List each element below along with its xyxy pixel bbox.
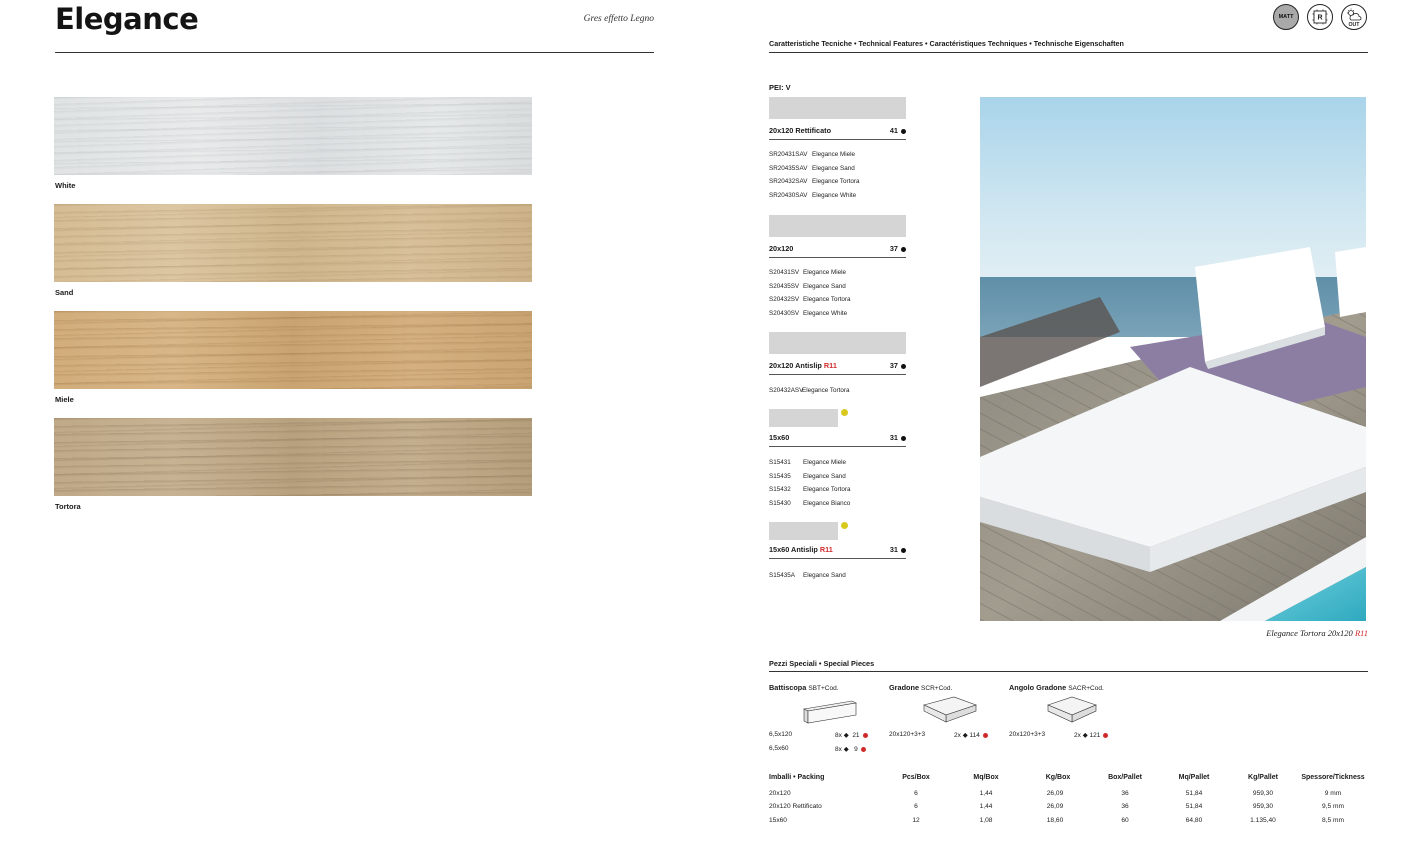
product-code: SR20435SAV <box>769 164 808 172</box>
list-item <box>769 189 860 203</box>
table-cell: 36 <box>1121 803 1129 810</box>
indicator-dot-icon <box>841 522 848 529</box>
table-cell: 1,44 <box>979 790 993 797</box>
cloud-sun-icon <box>1343 6 1365 28</box>
thickness-number: 31 <box>889 545 898 554</box>
special-number: 114 <box>969 732 980 739</box>
list-item <box>769 384 850 398</box>
diamond-icon: ◆ <box>1082 732 1088 739</box>
swatch-label-tortora: Tortora <box>55 502 81 511</box>
product-code: S15435A <box>769 572 795 579</box>
special-size: 6,5x60 <box>769 745 789 752</box>
product-code: S20431SV <box>769 269 800 276</box>
special-qty <box>835 731 868 739</box>
special-item-code: SBT+Cod. <box>808 685 839 692</box>
code-list <box>769 266 851 321</box>
special-item-title <box>1009 683 1104 692</box>
swatch-sand <box>54 204 532 282</box>
packing-header: Imballi • Packing <box>769 774 825 781</box>
red-dot-icon <box>863 733 868 738</box>
product-name: Elegance Sand <box>812 164 855 172</box>
indicator-dot-icon <box>841 409 848 416</box>
caption-antislip: R11 <box>1354 628 1368 638</box>
special-item-title <box>889 683 952 692</box>
table-cell: 60 <box>1121 817 1129 824</box>
rectified-badge-icon <box>1307 4 1333 30</box>
product-code: S15431 <box>769 459 791 466</box>
thickness-number: 31 <box>889 433 898 442</box>
matt-badge-text: MATT <box>1278 14 1294 20</box>
table-cell: 959,30 <box>1252 790 1274 797</box>
rectified-square-icon <box>1311 8 1329 26</box>
product-name: Elegance Bianco <box>803 500 851 508</box>
product-code: SR20430SAV <box>769 192 808 200</box>
product-name: Elegance Tortora <box>802 387 850 394</box>
page-title: Elegance <box>55 2 199 36</box>
page-subtitle: Gres effetto Legno <box>583 14 654 24</box>
list-item <box>769 162 860 176</box>
code-list <box>769 148 860 203</box>
list-item <box>769 307 851 321</box>
red-dot-icon <box>1103 733 1108 738</box>
format-color-bar <box>769 409 838 427</box>
product-code: S20430SV <box>769 310 800 318</box>
special-number: 121 <box>1089 732 1101 739</box>
column-header: Box/Pallet <box>1108 774 1142 781</box>
skirting-piece-icon <box>800 697 860 725</box>
product-code: S15435 <box>769 472 791 480</box>
thickness-number: 37 <box>889 244 898 253</box>
dot-icon <box>901 364 906 369</box>
product-name: Elegance Tortora <box>803 486 851 494</box>
table-cell: 1.135,40 <box>1250 817 1276 824</box>
code-list <box>769 384 850 398</box>
divider <box>769 52 1368 53</box>
divider <box>55 52 654 53</box>
table-cell: 26,09 <box>1046 803 1064 810</box>
qty-value: 2x <box>954 732 961 739</box>
dot-icon <box>901 548 906 553</box>
product-name: Elegance Sand <box>803 282 846 290</box>
special-item-code: SACR+Cod. <box>1068 685 1104 692</box>
format-row <box>769 244 906 253</box>
swatch-label-miele: Miele <box>55 395 74 404</box>
diamond-icon: ◆ <box>843 746 849 753</box>
special-size: 6,5x120 <box>769 731 793 738</box>
special-qty <box>1074 731 1108 739</box>
special-size: 20x120+3+3 <box>1009 731 1046 738</box>
format-row <box>769 545 906 554</box>
rectified-badge-text: R <box>1317 14 1323 22</box>
dot-icon <box>901 247 906 252</box>
diamond-icon: ◆ <box>962 732 968 739</box>
diamond-icon: ◆ <box>843 732 849 739</box>
qty-value: 2x <box>1074 732 1081 739</box>
swatch-label-sand: Sand <box>55 288 74 297</box>
swatch-white <box>54 97 532 175</box>
format-text: 15x60 Antislip <box>769 545 818 554</box>
special-item-name: Battiscopa <box>769 683 807 692</box>
special-qty <box>835 745 866 753</box>
special-size: 20x120+3+3 <box>889 731 926 738</box>
table-cell: 64,80 <box>1185 817 1203 824</box>
qty-value: 8x <box>835 732 842 739</box>
table-cell: 12 <box>912 817 920 824</box>
product-name: Elegance Tortora <box>803 296 851 304</box>
special-number: 21 <box>852 732 860 739</box>
pei-rating: PEI: V <box>769 83 791 92</box>
table-cell: 959,30 <box>1252 803 1274 810</box>
thickness-number: 37 <box>889 361 898 370</box>
list-item <box>769 456 851 470</box>
product-code: S20432ASV <box>769 387 804 394</box>
product-name: Elegance Tortora <box>812 178 860 186</box>
column-header: Spessore/Tickness <box>1301 774 1365 781</box>
product-name: Elegance White <box>803 310 848 318</box>
thickness-value <box>890 433 906 442</box>
product-photo <box>980 97 1366 621</box>
special-item-name: Gradone <box>889 683 920 692</box>
table-cell: 8,5 mm <box>1322 817 1344 824</box>
format-row <box>769 361 906 370</box>
swatch-miele <box>54 311 532 389</box>
column-header: Pcs/Box <box>902 774 930 781</box>
special-item-title <box>769 683 839 692</box>
table-cell: 36 <box>1121 790 1129 797</box>
thickness-number: 41 <box>889 126 898 135</box>
format-color-bar <box>769 332 906 354</box>
product-code: S20432SV <box>769 296 800 304</box>
special-pieces-header: Pezzi Speciali • Special Pieces <box>769 659 875 668</box>
thickness-value <box>890 361 906 370</box>
list-item <box>769 569 846 583</box>
outdoor-badge-icon <box>1341 4 1367 30</box>
divider <box>769 374 906 375</box>
antislip-rating: R11 <box>823 361 837 370</box>
format-label <box>769 545 833 554</box>
dot-icon <box>901 129 906 134</box>
code-list <box>769 456 851 511</box>
table-cell: 9,5 mm <box>1322 803 1344 810</box>
format-color-bar <box>769 215 906 237</box>
table-cell: 26,09 <box>1046 790 1064 797</box>
format-label: 20x120 Rettificato <box>769 126 832 135</box>
corner-step-piece-icon <box>1042 695 1102 727</box>
product-name: Elegance Miele <box>803 459 847 466</box>
list-item <box>769 470 851 484</box>
divider <box>769 257 906 258</box>
product-name: Elegance Miele <box>803 269 847 276</box>
special-number: 9 <box>854 746 858 753</box>
divider <box>769 671 1368 672</box>
list-item <box>769 497 851 511</box>
technical-features-header: Caratteristiche Tecniche • Technical Features • Caractéristiques Techniques • Technische Eigenschaften <box>769 39 1124 48</box>
format-label <box>769 361 837 370</box>
special-item-name: Angolo Gradone <box>1009 683 1067 692</box>
dot-icon <box>901 436 906 441</box>
terrace-pool-image <box>980 97 1366 621</box>
column-header: Kg/Pallet <box>1248 774 1278 781</box>
divider <box>769 139 906 140</box>
step-tread-piece-icon <box>920 695 980 727</box>
special-item-code: SCR+Cod. <box>921 685 953 692</box>
matt-badge-icon <box>1273 4 1299 30</box>
table-cell: 6 <box>914 803 918 810</box>
product-code: SR20432SAV <box>769 178 808 186</box>
table-cell: 20x120 <box>769 790 791 797</box>
table-cell: 20x120 Rettificato <box>769 803 822 810</box>
table-cell: 1,08 <box>979 817 993 824</box>
format-label: 15x60 <box>769 433 790 442</box>
thickness-value <box>890 126 906 135</box>
column-header: Mq/Pallet <box>1178 774 1210 781</box>
format-color-bar <box>769 522 838 540</box>
product-code: SR20431SAV <box>769 151 808 158</box>
list-item <box>769 148 860 162</box>
list-item <box>769 266 851 280</box>
swatch-label-white: White <box>55 181 76 190</box>
special-qty <box>954 731 988 739</box>
product-name: Elegance Sand <box>803 572 846 579</box>
thickness-value <box>890 244 906 253</box>
swatch-tortora <box>54 418 532 496</box>
product-name: Elegance Sand <box>803 472 846 480</box>
product-name: Elegance Miele <box>812 151 856 158</box>
format-row <box>769 126 906 135</box>
list-item <box>769 483 851 497</box>
column-header: Mq/Box <box>973 774 999 781</box>
table-cell: 18,60 <box>1046 817 1064 824</box>
list-item <box>769 175 860 189</box>
qty-value: 8x <box>835 746 842 753</box>
table-cell: 15x60 <box>769 817 787 824</box>
product-code: S15432 <box>769 486 791 494</box>
photo-caption <box>1180 628 1368 638</box>
table-cell: 51,84 <box>1185 790 1203 797</box>
format-text: 20x120 Antislip <box>769 361 822 370</box>
thickness-value <box>890 545 906 554</box>
column-header: Kg/Box <box>1045 774 1071 781</box>
table-cell: 1,44 <box>979 803 993 810</box>
caption-text: Elegance Tortora 20x120 <box>1266 628 1353 638</box>
product-name: Elegance White <box>812 192 857 200</box>
code-list <box>769 569 846 583</box>
format-color-bar <box>769 97 906 119</box>
outdoor-badge-text: OUT <box>1348 22 1360 28</box>
antislip-rating: R11 <box>819 545 833 554</box>
divider <box>769 446 906 447</box>
list-item <box>769 280 851 294</box>
format-label: 20x120 <box>769 244 794 253</box>
product-code: S15430 <box>769 500 791 508</box>
table-cell: 6 <box>914 790 918 797</box>
red-dot-icon <box>861 747 866 752</box>
table-cell: 9 mm <box>1324 790 1342 797</box>
red-dot-icon <box>983 733 988 738</box>
format-row <box>769 433 906 442</box>
list-item <box>769 293 851 307</box>
product-code: S20435SV <box>769 282 800 290</box>
table-cell: 51,84 <box>1185 803 1203 810</box>
divider <box>769 558 906 559</box>
